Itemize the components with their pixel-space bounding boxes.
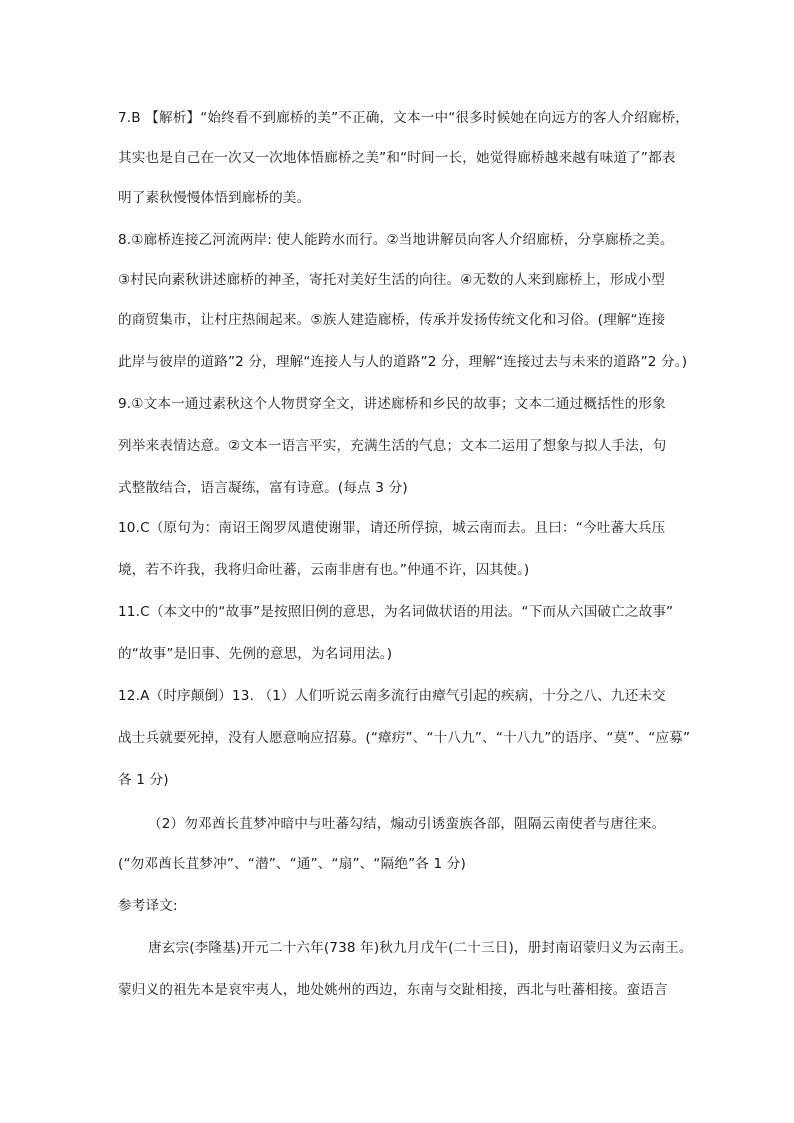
text-line: 9.①文本一通过素秋这个人物贯穿全文，讲述廊桥和乡民的故事；文本二通过概括性的形象 xyxy=(118,396,666,412)
text-line: 唐玄宗(李隆基)开元二十六年(738 年)秋九月戊午(二十三日)，册封南诏蒙归义为云南王。 xyxy=(148,940,693,956)
text-line: 其实也是自己在一次又一次地体悟廊桥之美”和“时间一长，她觉得廊桥越来越有味道了”都表 xyxy=(118,150,676,166)
text-line: 参考译文: xyxy=(118,898,178,914)
text-line: 列举来表情达意。②文本一语言平实，充满生活的气息；文本二运用了想象与拟人手法，句 xyxy=(118,438,667,454)
text-line: 境，若不许我，我将归命吐蕃，云南非唐有也。”仲通不许，囚其使。) xyxy=(118,562,530,578)
text-line: 明了素秋慢慢体悟到廊桥的美。 xyxy=(118,190,311,206)
text-line: 战士兵就要死掉，没有人愿意响应招募。(“瘴疠”、“十八九”、“十八九”的语序、“莫”、“应募” xyxy=(118,730,691,746)
text-line: 蒙归义的祖先本是哀牢夷人，地处姚州的西边，东南与交趾相接，西北与吐蕃相接。蛮语言 xyxy=(118,982,668,998)
text-line: 12.A（时序颠倒）13. （1）人们听说云南多流行由瘴气引起的疾病，十分之八、九还未交 xyxy=(118,688,666,704)
text-line: （2）勿邓酋长苴梦冲暗中与吐蕃勾结，煽动引诱蛮族各部，阻隔云南使者与唐往来。 xyxy=(148,816,666,832)
text-line: ③村民向素秋讲述廊桥的神圣，寄托对美好生活的向往。④无数的人来到廊桥上，形成小型 xyxy=(118,272,665,288)
text-line: 此岸与彼岸的道路”2 分，理解“连接人与人的道路”2 分，理解“连接过去与未来的道路”2 分。) xyxy=(118,354,688,370)
text-line: 10.C（原句为：南诏王阁罗凤遣使谢罪，请还所俘掠，城云南而去。且曰：“今吐蕃大兵压 xyxy=(118,520,666,536)
text-line: 的“故事”是旧事、先例的意思，为名词用法。) xyxy=(118,646,393,662)
text-line: 11.C（本文中的“故事”是按照旧例的意思，为名词做状语的用法。“下而从六国破亡之故事” xyxy=(118,604,674,620)
text-line: 式整散结合，语言凝练，富有诗意。(每点 3 分) xyxy=(118,480,408,496)
text-line: 各 1 分) xyxy=(118,772,169,788)
text-line: 8.①廊桥连接乙河流两岸: 使人能跨水而行。②当地讲解员向客人介绍廊桥，分享廊桥之美。 xyxy=(118,232,674,248)
text-line: (“勿邓酋长苴梦冲”、“潜”、“通”、“扇”、“隔绝”各 1 分) xyxy=(118,856,466,872)
text-line: 7.B 【解析】“始终看不到廊桥的美”不正确，文本一中“很多时候她在向远方的客人介绍廊桥， xyxy=(118,110,690,126)
text-line: 的商贸集市，让村庄热闹起来。⑤族人建造廊桥，传承并发扬传统文化和习俗。(理解“连接 xyxy=(118,312,666,328)
